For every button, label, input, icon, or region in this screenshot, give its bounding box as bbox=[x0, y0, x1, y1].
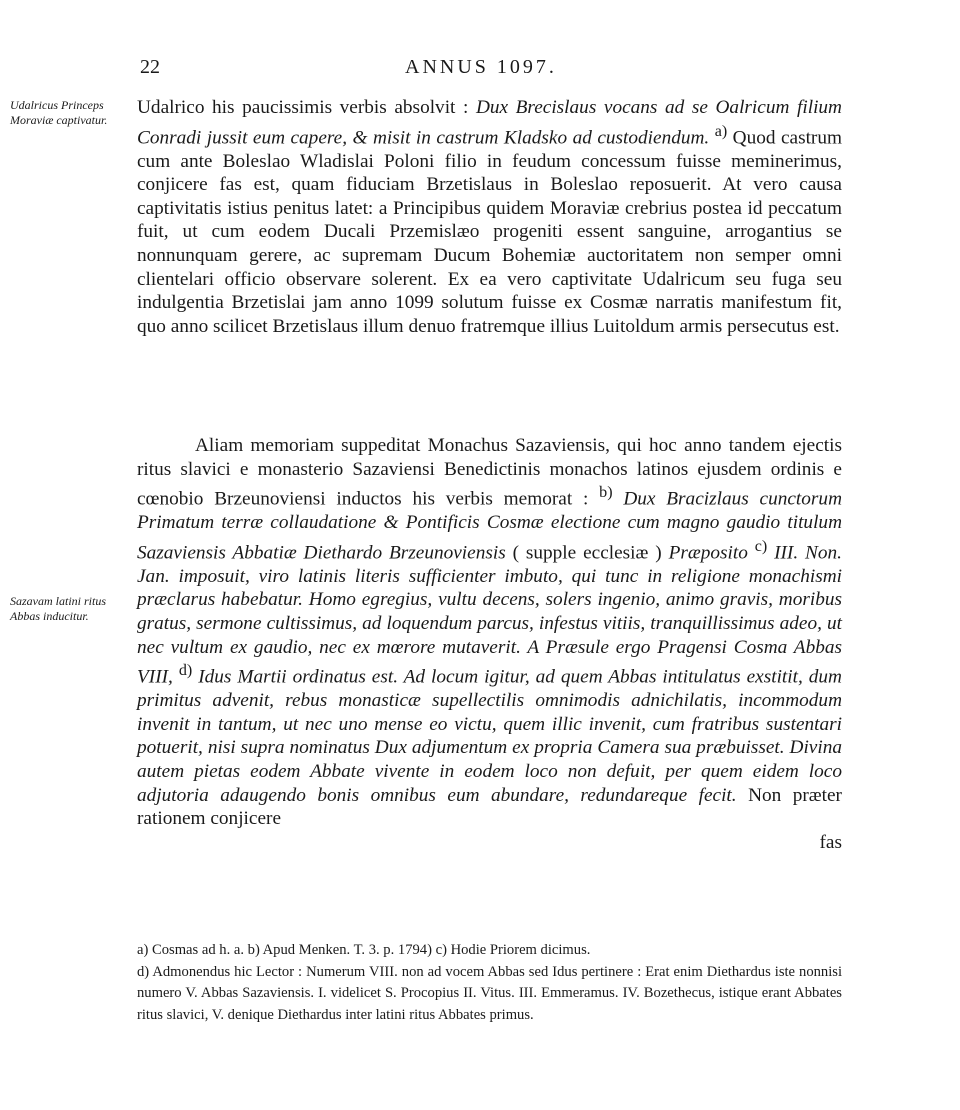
footnote-line-2: d) Admonendus hic Lector : Numerum VIII. non ad vocem Abbas sed Idus pertinere : Erat enim Diethardus iste nonnisi numero V. Abbas Sazaviensis. I. videlicet S. Procopius II. Vitus. III. Emmeramus. IV. Bozethecus, istique erant Abbates ritus slavici, V. denique Diethardus inter latini ritus Abbates primus. bbox=[137, 963, 842, 1023]
margin-note-sazava: Sazavam latini ritus Abbas inducitur. bbox=[10, 594, 107, 623]
p1-text-d: Quod castrum cum ante Boleslao Wladislai Poloni filio in feudum concessum fuisse meminerimus, conjicere fas est, quam fiduciam Brzetislaus in Boleslao reposuerit. At vero causa captivitatis istius penitus latet: a Principibus quidem Moraviæ crebrius postea id peccatum fuit, ut cum eodem Ducali Przemislæo progeniti essent sanguine, arrogantius se nonnunquam gerere, ac supremam Ducum Bohemiæ auctoritatem non semper omni clientelari officio observare solerent. Ex ea vero captivitate Udalricum seu fuga seu indulgentia Brzetislai jam anno 1099 solutum fuisse ex Cosmæ narratis manifestum fit, quo anno scilicet Brzetislaus illum denuo fratremque illius Luitoldum armis persecutus est. bbox=[137, 127, 842, 337]
footnotes bbox=[137, 940, 842, 1026]
p2-quote-1: Dux Bracizlaus cunctorum Primatum terræ collaudatione & Pontificis Cosmæ electione cum magno gaudio titulum Sazaviensis Abbatiæ Diethardo Brzeunoviensis bbox=[137, 488, 843, 564]
footnote-ref-b: b) bbox=[599, 484, 613, 502]
margin-note-captivity: Udalricus Princeps Moraviæ captivatur. bbox=[10, 98, 108, 127]
footnote-ref-d: d) bbox=[178, 662, 193, 680]
p1-text-a: Udalrico his paucissimis verbis absolvit : bbox=[137, 97, 469, 118]
footnote-line-1: a) Cosmas ad h. a. b) Apud Menken. T. 3. p. 1794) c) Hodie Priorem dicimus. bbox=[137, 942, 591, 958]
p2-text-supple: ( supple ecclesiæ ) bbox=[512, 542, 662, 564]
catchword: fas bbox=[819, 831, 842, 853]
page-number: 22 bbox=[140, 56, 160, 78]
p2-text-end: Non præter rationem conjicere bbox=[137, 784, 842, 830]
paragraph-2 bbox=[137, 434, 842, 854]
p2-text-a: Aliam memoriam suppeditat Monachus Sazaviensis, qui hoc anno tandem ejectis ritus slavici e monasterio Sazaviensi Benedictinis monachos latinos ejusdem ordinis e cœnobio Brzeunoviensi inductos his verbis memorat : bbox=[137, 435, 842, 510]
p2-quote-4: Idus Martii ordinatus est. Ad locum igitur, ad quem Abbas intitulatus exstitit, dum primitus advenit, rebus monasticæ supellectilis omnimodis adnichilatis, incommodum invenit in tantum, ut nec uno mense eo victu, quem illic invenit, cum fratribus sustentari potuerit, nisi supra nominatus Dux adjumentum ex propria Camera sua præbuisset. Divina autem pietas eodem Abbate vivente in eodem loco non defuit, per quem eidem loco adjutoria adaugendo bonis omnibus eum abundare, redundareque fecit. bbox=[137, 666, 842, 806]
paragraph-1 bbox=[137, 96, 842, 338]
footnote-ref-c: c) bbox=[754, 537, 768, 555]
running-head: ANNUS 1097. bbox=[405, 56, 557, 78]
p2-quote-3: III. Non. Jan. imposuit, viro latinis literis sufficienter imbuto, qui tunc in religione monachismi præclarus habebatur. Homo egregius, vultu decens, solers ingenio, animo gravis, moribus gratus, sermone cultissimus, ad loquendum parcus, infestus vitiis, tranquillissimus adeo, ut nec vultum ex gaudio, nec ex mœrore mutaverit. A Præsule ergo Pragensi Cosma Abbas VIII, bbox=[137, 542, 843, 688]
footnote-ref-a: a) bbox=[714, 122, 728, 140]
p2-quote-2: Præposito bbox=[668, 542, 748, 564]
p1-quote: Dux Brecislaus vocans ad se Oalricum filium Conradi jussit eum capere, & misit in castrum Kladsko ad custodiendum. bbox=[137, 97, 842, 149]
